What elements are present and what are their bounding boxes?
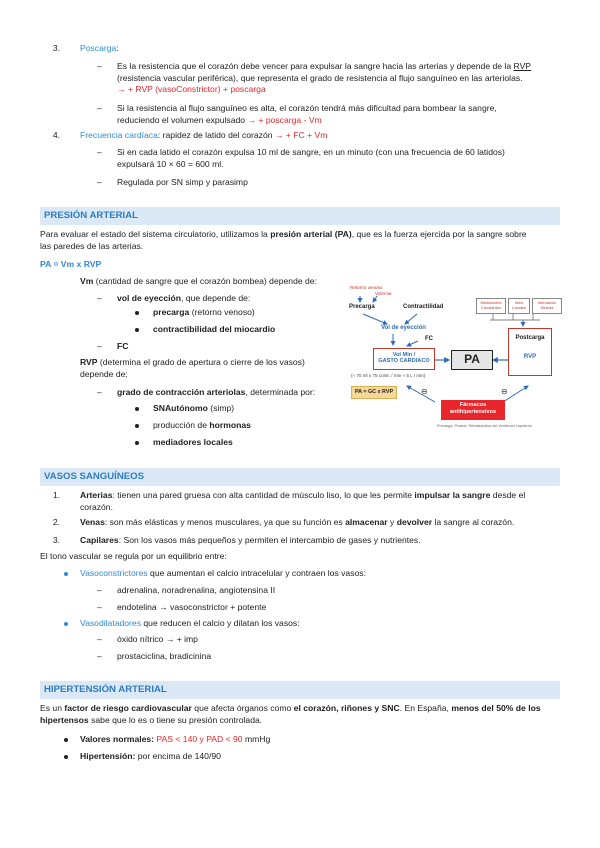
dash: – — [97, 177, 102, 187]
fc-line: FC — [117, 341, 129, 351]
capilares-item: Capilares: Son los vasos más pequeños y permiten el intercambio de gases y nutrientes. — [80, 535, 421, 545]
list-number: 3. — [52, 43, 60, 53]
list-number: 1. — [52, 490, 60, 500]
diagram-footnote: Precarga: Presión Telediastólica del Ventrículo Izquierdo — [437, 424, 532, 428]
dash: – — [97, 634, 102, 644]
diagram-precarga: Precarga — [349, 304, 375, 310]
section-header-presion-arterial: PRESIÓN ARTERIAL — [40, 207, 560, 225]
hipertension-line: Hipertensión: por encima de 140/90 — [80, 751, 221, 761]
rvp-line: RVP (determina el grado de apertura o cierre de los vasos) depende de: — [80, 357, 305, 379]
list-number: 4. — [52, 130, 60, 140]
hormonas-line: producción de hormonas — [153, 420, 251, 430]
pa-formula: PA = Vm x RVP — [40, 259, 102, 269]
dash: – — [97, 341, 102, 351]
bullet-dot — [135, 441, 139, 445]
dash: – — [97, 293, 102, 303]
diagram-formula-box: PA = GC x RVP — [351, 386, 397, 399]
vm-line: Vm (cantidad de sangre que el corazón bombea) depende de: — [80, 276, 317, 286]
precarga-line: precarga (retorno venoso) — [153, 307, 255, 317]
valores-normales-line: Valores normales: PAS < 140 y PAD < 90 mmHg — [80, 734, 271, 744]
list-number: 3. — [52, 535, 60, 545]
dash: – — [97, 387, 102, 397]
poscarga-bullet-2: Si la resistencia al flujo sanguíneo es alta, el corazón tendrá más dificultad para bombear la sangre, reduciendo el volumen expulsado → + poscarga - Vm — [117, 103, 497, 125]
dash: – — [97, 651, 102, 661]
vol-eyeccion-line: vol de eyección, que depende de: — [117, 293, 251, 303]
venas-item: Venas: son más elásticas y menos musculares, ya que su función es almacenar y devolver la sangre al corazón. — [80, 517, 515, 527]
bullet-dot — [64, 738, 68, 742]
frecuencia-bullet-2: Regulada por SN simp y parasimp — [117, 177, 248, 187]
list-number: 2. — [52, 517, 60, 527]
arterias-item: Arterias: tienen una pared gruesa con alta cantidad de músculo liso, lo que les permite impulsar la sangre desde el corazón. — [80, 490, 526, 512]
vasoconstrictores-line: Vasoconstrictores que aumentan el calcio intracelular y contraen los vasos: — [80, 568, 366, 578]
vasodilatador-examples-2: prostaciclina, bradicinina — [117, 651, 212, 661]
diagram-contractilidad: Contractilidad — [403, 304, 444, 310]
vasodilatador-examples-1: óxido nítrico → + imp — [117, 634, 198, 644]
frecuencia-bullet-1: Si en cada latido el corazón expulsa 10 ml de sangre, en un minuto (con una frecuencia de 60 latidos) expulsará 10 × 60 = 600 ml. — [117, 147, 505, 169]
frecuencia-title: Frecuencia cardíaca: rapidez de latido del corazón → + FC + Vm — [80, 130, 328, 140]
diagram-volmin-note: (≈ 70 ml x 75 contr. / min ≈ 5 L / min) — [351, 373, 426, 378]
vasoconstrictor-examples-2: endotelina → vasoconstrictor + potente — [117, 602, 267, 612]
vasodilatadores-line: Vasodilatadores que reducen el calcio y dilatan los vasos: — [80, 618, 300, 628]
hta-intro: Es un factor de riesgo cardiovascular que afecta órganos como el corazón, riñones y SNC. En España, menos del 50% de los hipertensos sabe que lo es o tiene su presión controlada. — [40, 703, 541, 725]
mediadores-line: mediadores locales — [153, 437, 233, 447]
grado-contraccion-line: grado de contracción arteriolas, determinada por: — [117, 387, 316, 397]
section-header-hipertension: HIPERTENSIÓN ARTERIAL — [40, 681, 560, 699]
pa-intro: Para evaluar el estado del sistema circulatorio, utilizamos la presión arterial (PA), que es la fuerza ejercida por la sangre sobre las paredes de las arterias. — [40, 229, 527, 251]
dash: – — [97, 103, 102, 113]
bullet-dot — [64, 622, 68, 626]
diagram-farmacos-box: Fármacos antihipertensivos — [441, 400, 505, 420]
bullet-dot — [135, 311, 139, 315]
diagram-med-locales-box: Med Locales — [508, 298, 530, 314]
dash: – — [97, 147, 102, 157]
minus-icon: ⊖ — [421, 387, 428, 396]
bullet-dot — [135, 407, 139, 411]
diagram-fc: FC — [425, 336, 433, 342]
diagram-vol-eyeccion: Vol de eyección — [381, 325, 426, 331]
sna-line: SNAutónomo (simp) — [153, 403, 235, 413]
diagram-volemia: Volemia — [375, 291, 392, 296]
tono-vascular-line: El tono vascular se regula por un equilibrio entre: — [40, 551, 227, 561]
bullet-dot — [135, 328, 139, 332]
diagram-inervacion-box: Inervación Directa — [532, 298, 562, 314]
minus-icon: ⊖ — [501, 387, 508, 396]
bullet-dot — [64, 755, 68, 759]
dash: – — [97, 61, 102, 71]
contractibilidad-line: contractibilidad del miocardio — [153, 324, 276, 334]
dash: – — [97, 585, 102, 595]
bullet-dot — [64, 572, 68, 576]
dash: – — [97, 602, 102, 612]
diagram-postcarga-box: Postcarga RVP — [508, 328, 552, 376]
poscarga-bullet-1: Es la resistencia que el corazón debe vencer para expulsar la sangre hacia las arterias y depende de la RVP (resistencia vascular periférica), que representa el grado de resistencia al flujo sanguíneo en las arteriolas. → + RVP (vasoConstrictor) + poscarga — [117, 61, 532, 95]
diagram-pa-box: PA — [451, 350, 493, 370]
section-header-vasos-sanguineos: VASOS SANGUÍNEOS — [40, 468, 560, 486]
pa-diagram — [345, 282, 567, 432]
diagram-gasto-cardiaco-box: Vol Min / GASTO CARDIACO — [373, 348, 435, 370]
bullet-dot — [135, 424, 139, 428]
poscarga-title: Poscarga: — [80, 43, 119, 53]
diagram-retorno-venoso: Retorno venoso — [350, 285, 383, 290]
vasoconstrictor-examples-1: adrenalina, noradrenalina, angiotensina II — [117, 585, 276, 595]
diagram-mediadores-box: Mediadores Circulantes — [476, 298, 506, 314]
